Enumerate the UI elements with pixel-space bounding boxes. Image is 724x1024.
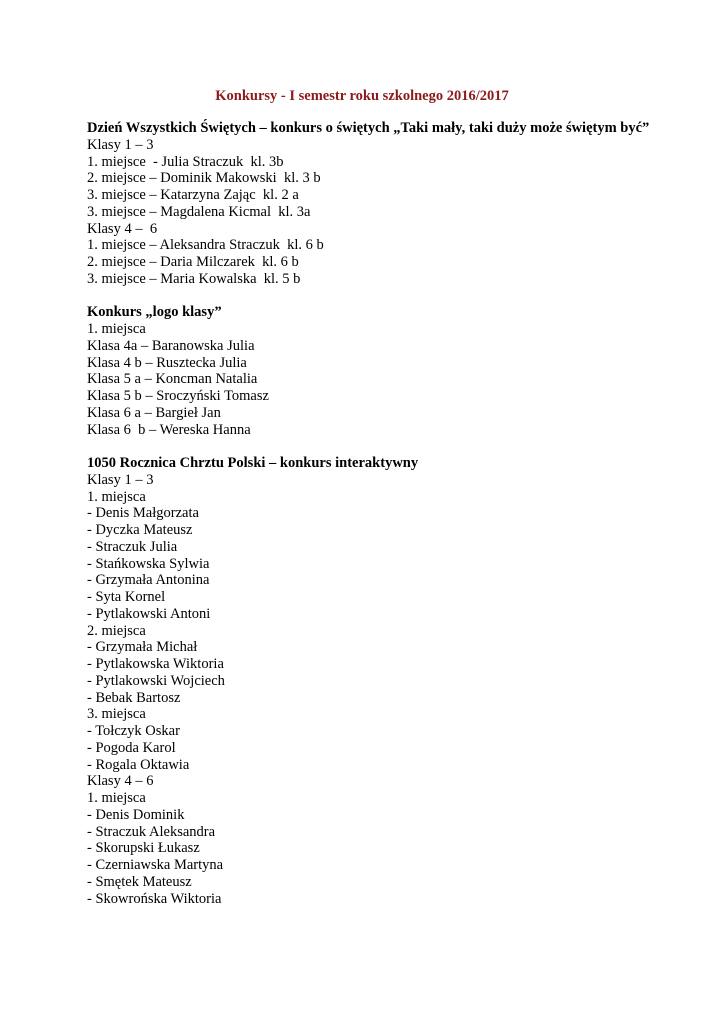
list-item: Klasy 1 – 3 [87, 136, 154, 153]
list-item: Klasa 4a – Baranowska Julia [87, 337, 255, 354]
list-item: 2. miejsce – Dominik Makowski kl. 3 b [87, 170, 321, 187]
list-item: - Pytlakowska Wiktoria [87, 656, 224, 672]
list-item: - Syta Kornel [87, 589, 166, 605]
list-item: - Dyczka Mateusz [87, 522, 193, 538]
section-gap [87, 288, 657, 305]
list-item: 2. miejsca [87, 622, 146, 639]
list-item: - Denis Małgorzata [87, 505, 199, 522]
list-item: Klasy 1 – 3 [87, 471, 154, 488]
list-item: 1. miejsce - Julia Straczuk kl. 3b [87, 153, 284, 170]
list-item: - Pytlakowski Wojciech [87, 672, 225, 689]
list-item: - Rogala Oktawia [87, 756, 190, 773]
list-item: - Bebak Bartosz [87, 689, 181, 706]
list-item: Klasa 5 a – Koncman Natalia [87, 371, 258, 388]
list-item: - Grzymała Michał [87, 639, 198, 656]
list-item: - Pytlakowski Antoni [87, 605, 211, 622]
list-item: Klasa 6 a – Bargieł Jan [87, 404, 221, 421]
list-item: Klasa 6 b – Wereska Hanna [87, 421, 251, 438]
list-item: - Pogoda Karol [87, 739, 176, 756]
section-3 [87, 455, 657, 907]
section-gap [87, 438, 657, 455]
list-item: Klasy 4 – 6 [87, 773, 154, 790]
list-item: - Smętek Mateusz [87, 873, 192, 890]
document-content [87, 120, 657, 907]
list-item: - Grzymała Antonina [87, 572, 210, 589]
section-2 [87, 304, 657, 438]
list-item: 1. miejsce – Aleksandra Straczuk kl. 6 b [87, 237, 324, 254]
list-item: - Czerniawska Martyna [87, 857, 224, 873]
list-item: 1. miejsca [87, 321, 146, 337]
list-item: 3. miejsce – Katarzyna Zając kl. 2 a [87, 187, 299, 203]
list-item: 3. miejsca [87, 706, 146, 723]
list-item: Klasy 4 – 6 [87, 220, 158, 237]
list-item: - Straczuk Julia [87, 538, 178, 555]
list-item: 1. miejsca [87, 790, 146, 806]
list-item: 1. miejsca [87, 488, 146, 505]
list-item: - Stańkowska Sylwia [87, 555, 210, 572]
section-heading: Dzień Wszystkich Świętych – konkurs o świętych „Taki mały, taki duży może świętym być” [87, 120, 650, 136]
list-item: - Skorupski Łukasz [87, 840, 200, 857]
list-item: Klasa 4 b – Rusztecka Julia [87, 354, 247, 371]
section-heading: Konkurs „logo klasy” [87, 304, 222, 321]
list-item: 3. miejsce – Maria Kowalska kl. 5 b [87, 270, 301, 287]
section-1 [87, 120, 657, 288]
list-item: - Straczuk Aleksandra [87, 823, 216, 840]
list-item: 2. miejsce – Daria Milczarek kl. 6 b [87, 254, 299, 270]
section-heading: 1050 Rocznica Chrztu Polski – konkurs interaktywny [87, 455, 419, 471]
list-item: - Skowrońska Wiktoria [87, 890, 222, 907]
list-item: - Tołczyk Oskar [87, 723, 180, 739]
list-item: 3. miejsce – Magdalena Kicmal kl. 3a [87, 203, 311, 220]
list-item: - Denis Dominik [87, 806, 185, 823]
list-item: Klasa 5 b – Sroczyński Tomasz [87, 388, 269, 404]
page-title: Konkursy - I semestr roku szkolnego 2016/2017 [215, 88, 509, 104]
